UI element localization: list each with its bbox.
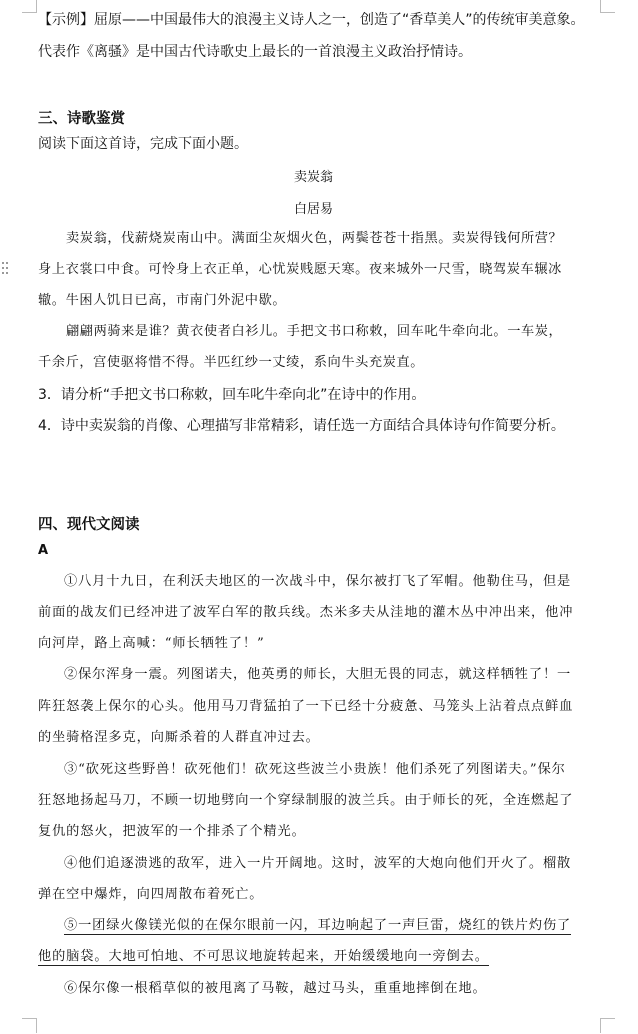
poem-line: 身上衣裳口中食。可怜身上衣正单，心忧炭贱愿天寒。夜来城外一尺雪，晓驾炭车辗冰 [38,262,562,277]
poem-line: 辙。牛困人饥日已高，市南门外泥中歇。 [38,293,287,308]
passage-line: 阵狂怒袭上保尔的心头。他用马刀背猛拍了一下已经十分疲惫、马笼头上沾着点点鲜血 [38,699,574,714]
passage-line: 弹在空中爆炸，向四周散布着死亡。 [38,887,264,902]
passage-line: 的坐骑格涅多克，向厮杀着的人群直冲过去。 [38,730,320,745]
drag-handle-icon[interactable] [2,262,8,276]
passage-line-underlined [38,948,489,966]
passage-line: 前面的战友们已经冲进了波军白军的散兵线。杰米多夫从洼地的灌木丛中冲出来，他冲 [38,605,574,620]
poem-line: 千余斤，宫使驱将惜不得。半匹红纱一丈绫，系向牛头充炭直。 [38,355,425,370]
question-3: 3．请分析“手把文书口称敕，回车叱牛牵向北”在诗中的作用。 [38,387,426,403]
poem-line: 卖炭翁，伐薪烧炭南山中。满面尘灰烟火色，两鬓苍苍十指黑。卖炭得钱何所营？ [66,231,563,246]
section-4-sub: A [38,543,49,558]
section-3-instruction: 阅读下面这首诗，完成下面小题。 [38,136,248,152]
page-corner-mark [600,1018,615,1033]
passage-line: 复仇的怒火，把波军的一个排杀了个精光。 [38,824,306,839]
page-corner-mark [22,1018,37,1033]
passage-line: 狂怒地扬起马刀，不顾一切地劈向一个穿绿制服的波兰兵。由于师长的死，全连燃起了 [38,793,574,808]
poem-author: 白居易 [294,202,334,217]
passage-line: ④他们追逐溃逃的敌军，进入一片开阔地。这时，波军的大炮向他们开火了。榴散 [64,856,572,871]
page-corner-mark [22,0,37,13]
question-4: 4．诗中卖炭翁的肖像、心理描写非常精彩，请任选一方面结合具体诗句作简要分析。 [38,418,565,434]
underlined-text: 他的脑袋。大地可怕地、不可思议地旋转起来，开始缓缓地向一旁倒去。 [38,949,489,964]
passage-line: ③“砍死这些野兽！砍死他们！砍死这些波兰小贵族！他们杀死了列图诺夫。”保尔 [64,762,566,777]
passage-line: ⑥保尔像一根稻草似的被甩离了马鞍，越过马头，重重地摔倒在地。 [64,981,487,996]
section-4-heading: 四、现代文阅读 [38,517,140,533]
example-line-2: 代表作《离骚》是中国古代诗歌史上最长的一首浪漫主义政治抒情诗。 [38,44,472,60]
underlined-text: ⑤一团绿火像镁光似的在保尔眼前一闪，耳边响起了一声巨雷，烧红的铁片灼伤了 [64,918,572,933]
passage-line: ①八月十九日，在利沃夫地区的一次战斗中，保尔被打飞了军帽。他勒住马，但是 [64,574,572,589]
page-corner-mark [600,0,615,13]
example-line-1: 【示例】屈原——中国最伟大的浪漫主义诗人之一，创造了“香草美人”的传统审美意象。 [38,12,585,28]
passage-line: 向河岸，路上高喊：“师长牺牲了！” [38,636,265,651]
poem-title: 卖炭翁 [294,170,334,185]
passage-line: ②保尔浑身一震。列图诺夫，他英勇的师长，大胆无畏的同志，就这样牺牲了！一 [64,667,572,682]
section-3-heading: 三、诗歌鉴赏 [38,111,125,127]
poem-line: 翩翩两骑来是谁？黄衣使者白衫儿。手把文书口称敕，回车叱牛牵向北。一车炭， [66,324,563,339]
passage-line-underlined [64,917,571,935]
